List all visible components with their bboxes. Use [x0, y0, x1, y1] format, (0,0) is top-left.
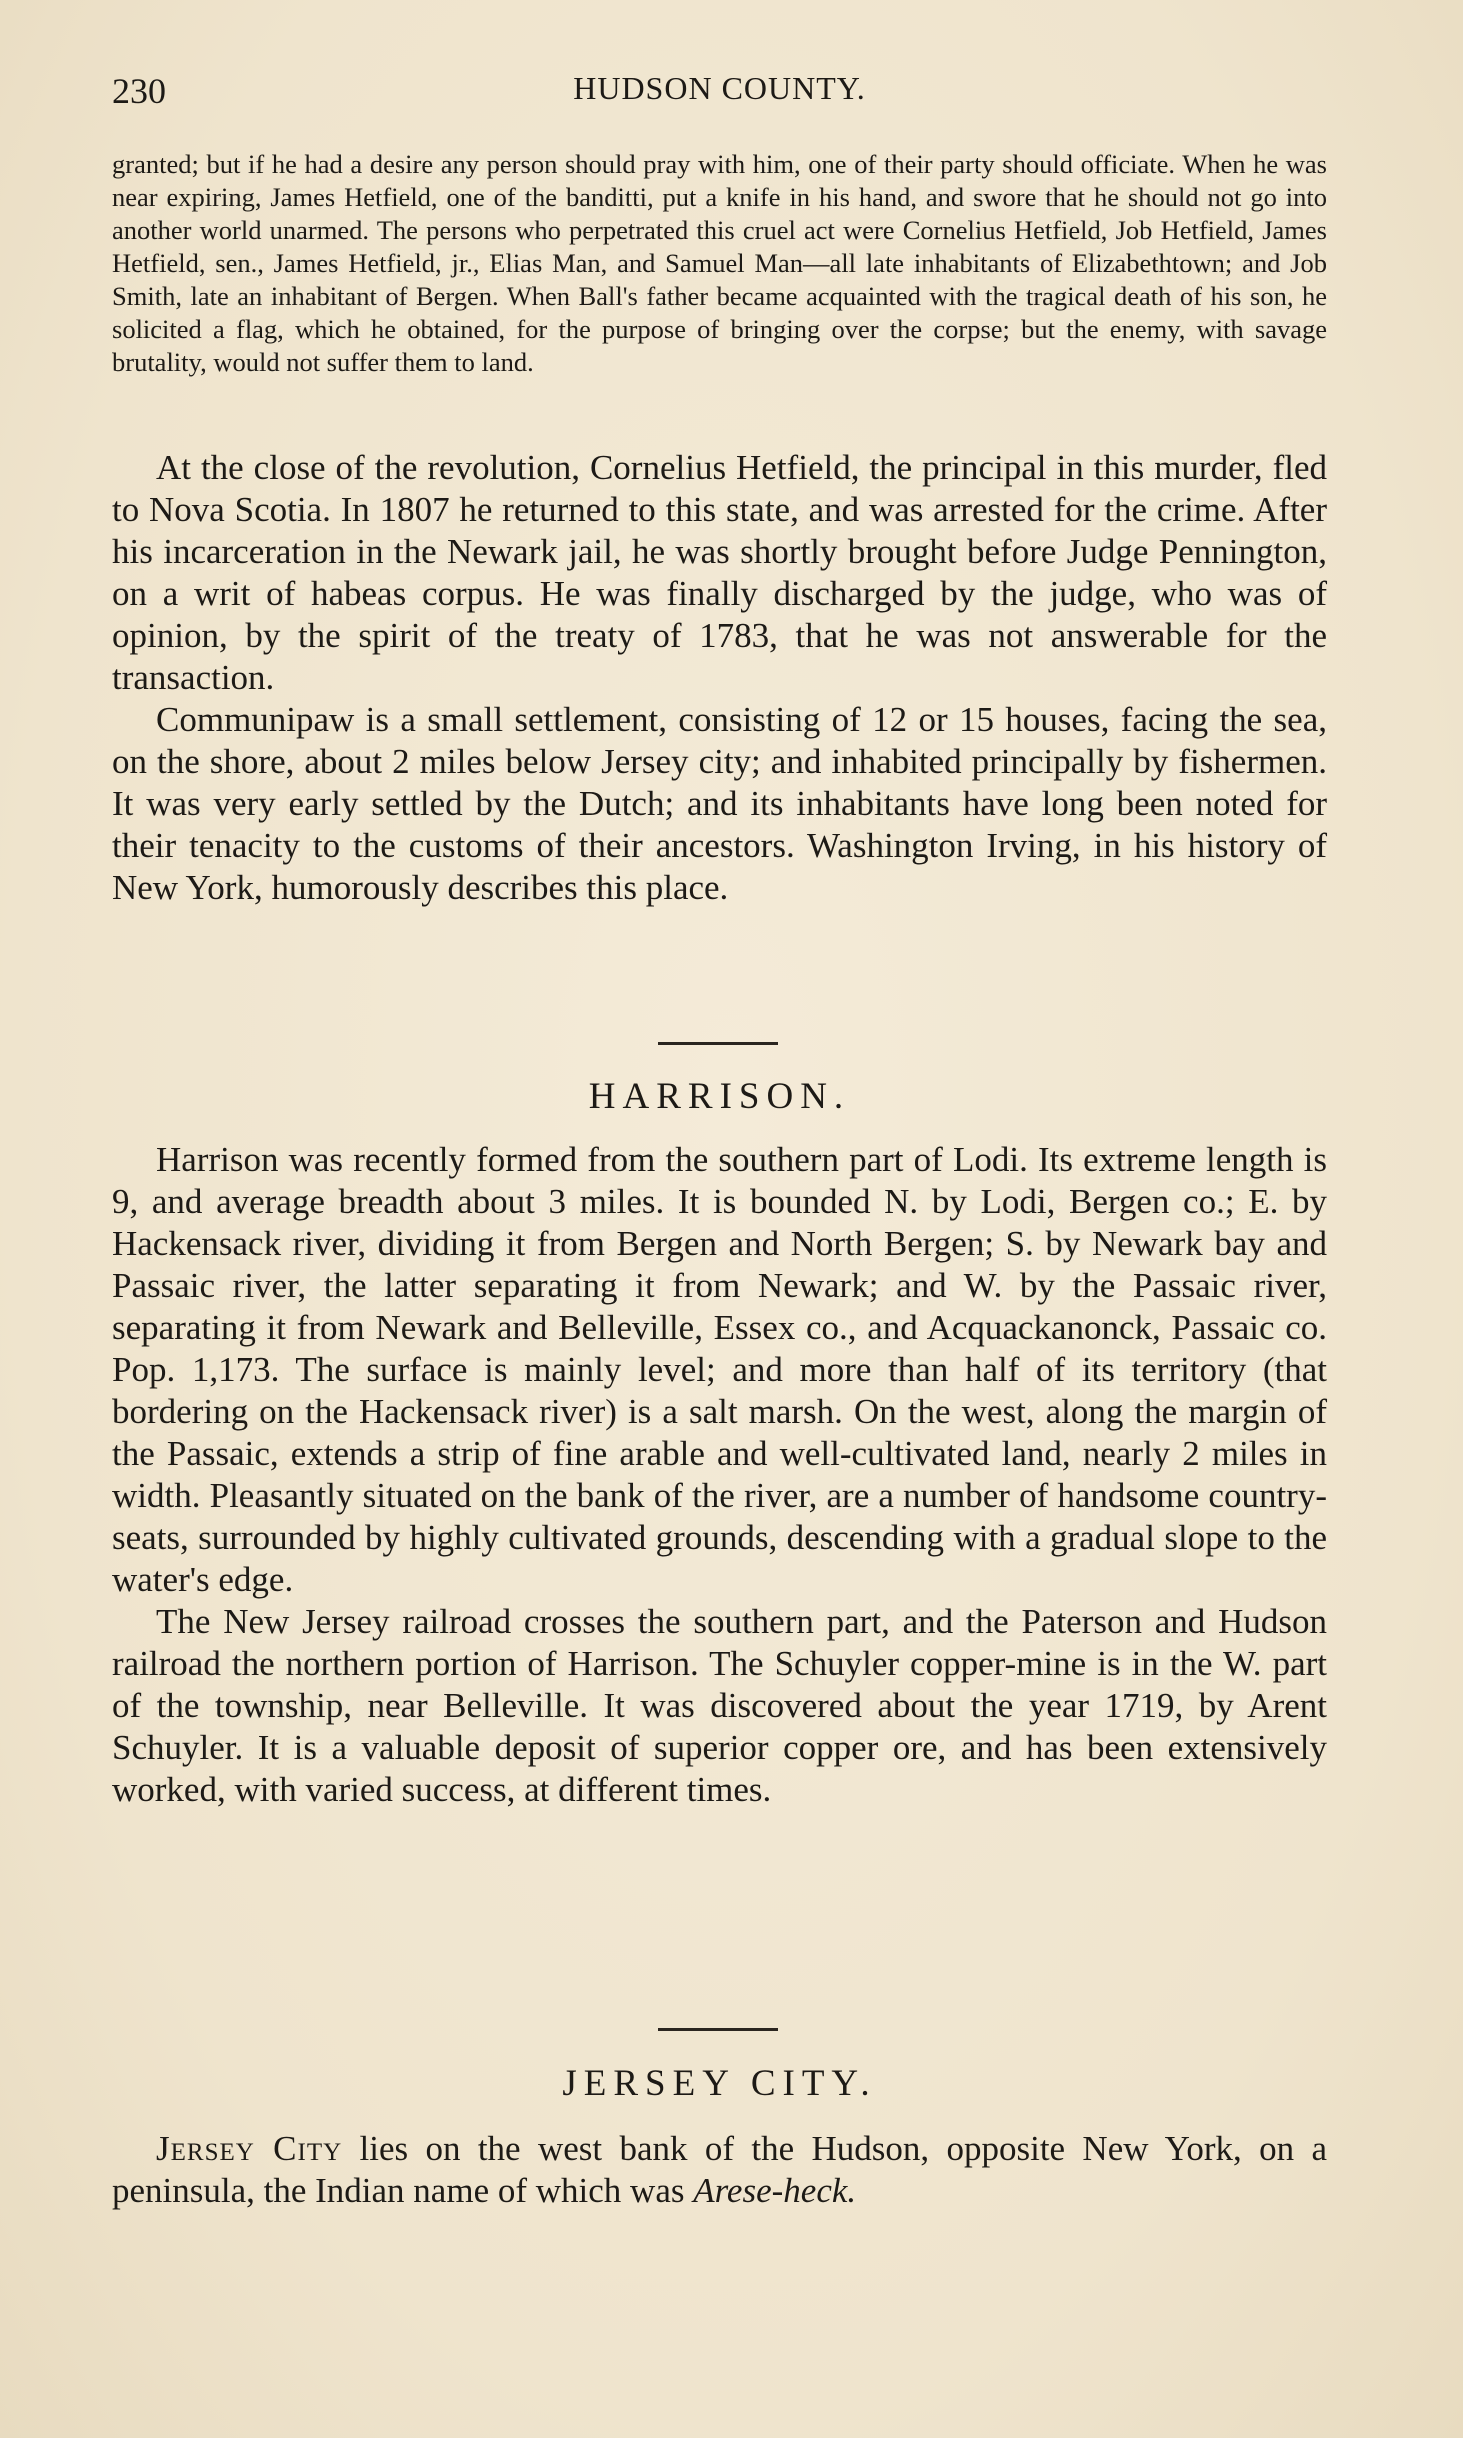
paragraph-hetfield: At the close of the revolution, Cornelius Hetfield, the principal in this murder, fled to Nova Scotia. In 1807 he returned to this state, and was arrested for the crime. After his incarceration in the Newark jail, he was shortly brought before Judge Pennington, on a writ of habeas corpus. He was finally discharged by the judge, who was of opinion, by the spirit of the treaty of 1783, that he was not answerable for the transaction.: [112, 448, 1327, 697]
intro-section: [112, 447, 1327, 909]
footnote-continuation: [112, 148, 1327, 379]
paragraph-jersey-city: [112, 2128, 1327, 2212]
jersey-city-text: lies on the west bank of the Hudson, opposite New York, on a peninsula, the Indian name of which was: [112, 2129, 1328, 2210]
section-divider: [658, 1042, 778, 1045]
indian-name: Arese-heck.: [693, 2171, 857, 2210]
page-header: [112, 62, 1327, 112]
harrison-section: [112, 1139, 1327, 1811]
jersey-city-section: [112, 2128, 1327, 2212]
heading-jersey-city: JERSEY CITY.: [562, 2063, 877, 2104]
heading-harrison: HARRISON.: [588, 1076, 851, 1117]
page-number: 230: [112, 71, 166, 111]
paragraph-harrison-description: Harrison was recently formed from the southern part of Lodi. Its extreme length is 9, and average breadth about 3 miles. It is bounded N. by Lodi, Bergen co.; E. by Hackensack river, dividing it from Bergen and North Bergen; S. by Newark bay and Passaic river, the latter separating it from Newark; and W. by the Passaic river, separating it from Newark and Belleville, Essex co., and Acquackanonck, Passaic co. Pop. 1,173. The surface is mainly level; and more than half of its territory (that bordering on the Hackensack river) is a salt marsh. On the west, along the margin of the Passaic, extends a strip of fine arable and well-cultivated land, nearly 2 miles in width. Pleasantly situated on the bank of the river, are a number of handsome country-seats, surrounded by highly cultivated grounds, descending with a gradual slope to the water's edge.: [112, 1140, 1327, 1599]
paragraph-harrison-railroad: The New Jersey railroad crosses the southern part, and the Paterson and Hudson railroad the northern portion of Harrison. The Schuyler copper-mine is in the W. part of the township, near Belleville. It was discovered about the year 1719, by Arent Schuyler. It is a valuable deposit of superior copper ore, and has been extensively worked, with varied success, at different times.: [112, 1602, 1327, 1809]
paragraph-communipaw: Communipaw is a small settlement, consisting of 12 or 15 houses, facing the sea, on the shore, about 2 miles below Jersey city; and inhabited principally by fishermen. It was very early settled by the Dutch; and its inhabitants have long been noted for their tenacity to the customs of their ancestors. Washington Irving, in his history of New York, humorously describes this place.: [112, 700, 1327, 907]
note-paragraph: granted; but if he had a desire any person should pray with him, one of their party should officiate. When he was near expiring, James Hetfield, one of the banditti, put a knife in his hand, and swore that he should not go into another world unarmed. The persons who perpetrated this cruel act were Cornelius Hetfield, Job Hetfield, James Hetfield, sen., James Hetfield, jr., Elias Man, and Samuel Man—all late inhabitants of Elizabethtown; and Job Smith, late an inhabitant of Bergen. When Ball's father became acquainted with the tragical death of his son, he solicited a flag, which he obtained, for the purpose of bringing over the corpse; but the enemy, with savage brutality, would not suffer them to land.: [112, 149, 1327, 377]
section-divider: [658, 2028, 778, 2031]
running-head: HUDSON COUNTY.: [573, 70, 866, 106]
lead-smallcaps: Jersey City: [156, 2129, 343, 2168]
